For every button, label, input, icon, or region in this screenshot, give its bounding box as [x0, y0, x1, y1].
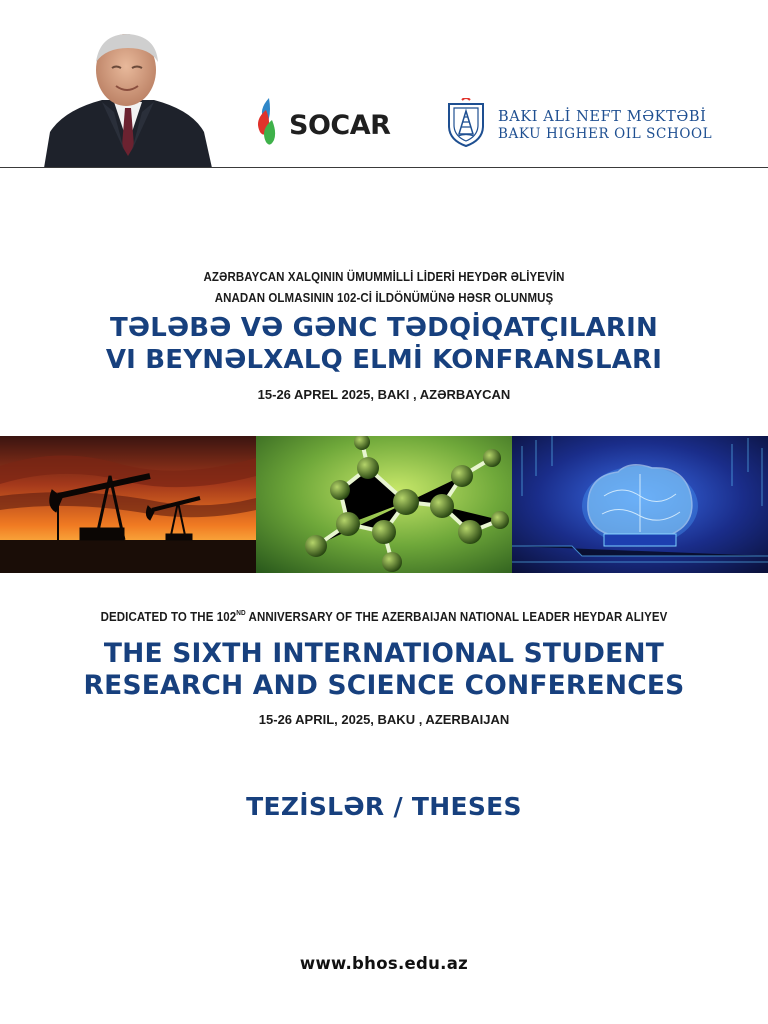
az-title-line2: VI BEYNƏLXALQ ELMİ KONFRANSLARI: [105, 345, 663, 375]
page-header: [0, 0, 768, 168]
en-title-line2: RESEARCH AND SCIENCE CONFERENCES: [83, 670, 685, 701]
socar-logo: [252, 96, 422, 148]
en-date: 15-26 APRIL, 2025, BAKU , AZERBAIJAN: [258, 712, 510, 727]
molecule-image: [256, 436, 512, 573]
socar-wordmark: SOCAR: [289, 110, 391, 141]
oil-field-image: [0, 436, 256, 573]
header-divider: [0, 167, 768, 168]
bhos-name-az: BAKI ALİ NEFT MƏKTƏBİ: [498, 109, 707, 125]
bhos-crest-icon: [446, 98, 486, 148]
portrait-image: [44, 28, 212, 168]
theses-heading: TEZİSLƏR / THESES: [246, 792, 522, 821]
digital-brain-image: [512, 436, 768, 573]
socar-flame-icon: [252, 96, 286, 148]
en-dedication: DEDICATED TO THE 102ND ANNIVERSARY OF THE AZERBAIJAN NATIONAL LEADER HEYDAR ALIYEV: [100, 610, 668, 624]
image-banner: [0, 436, 768, 573]
az-subtitle-line1: AZƏRBAYCAN XALQININ ÜMUMMİLLİ LİDERİ HEYDƏR ƏLİYEVİN: [203, 270, 565, 284]
az-subtitle-line2: ANADAN OLMASININ 102-Cİ İLDÖNÜMÜNƏ HƏSR OLUNMUŞ: [214, 291, 554, 305]
bhos-name-en: BAKU HIGHER OIL SCHOOL: [498, 126, 713, 142]
website-link[interactable]: www.bhos.edu.az: [299, 954, 469, 973]
az-date: 15-26 APREL 2025, BAKI , AZƏRBAYCAN: [257, 387, 511, 402]
bhos-logo: [446, 98, 746, 150]
en-title-line1: THE SIXTH INTERNATIONAL STUDENT: [103, 638, 665, 669]
az-title-line1: TƏLƏBƏ VƏ GƏNC TƏDQİQATÇILARIN: [110, 313, 658, 343]
